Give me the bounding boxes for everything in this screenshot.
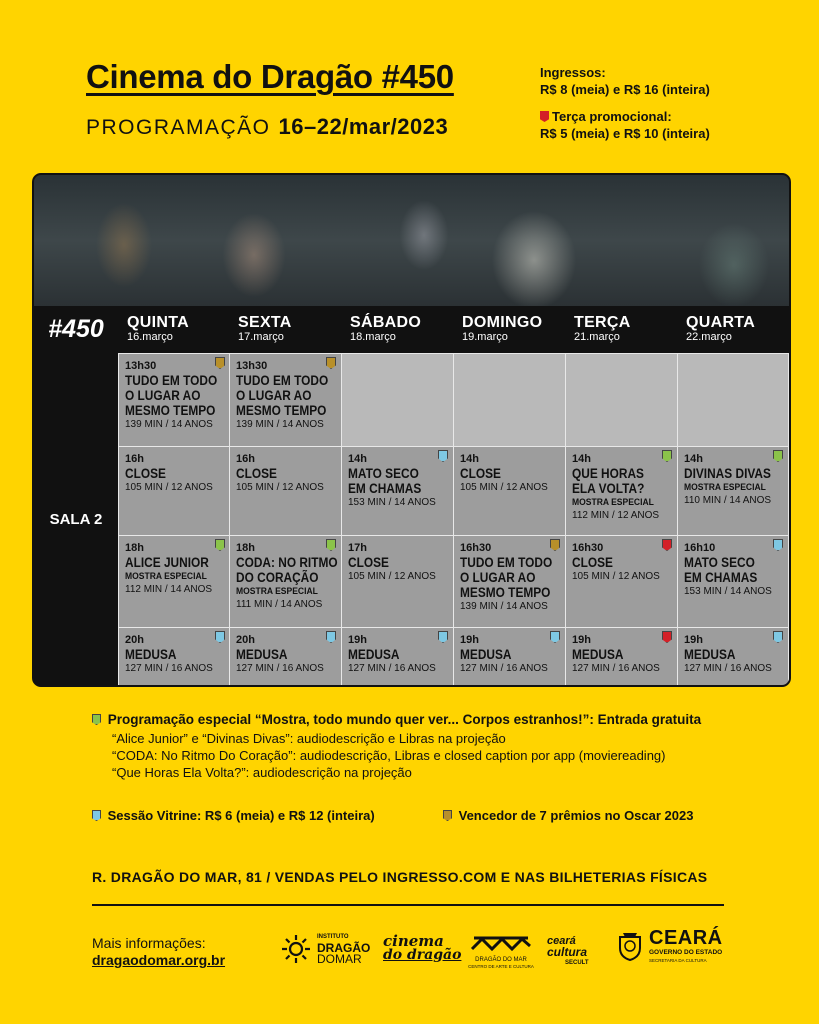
film-title: MEDUSA [348, 647, 400, 662]
film-duration: 111 MIN / 14 ANOS [236, 599, 323, 610]
coat-of-arms-icon [617, 931, 643, 961]
screening-cell [229, 446, 342, 536]
empty-cell [565, 353, 678, 447]
logo-text: cultura [547, 945, 588, 959]
screening-cell [118, 535, 231, 628]
gold-flag-icon [443, 810, 452, 821]
empty-cell [341, 353, 454, 447]
film-title: EM CHAMAS [684, 570, 758, 585]
screening-time: 18h [236, 542, 255, 554]
film-title: EM CHAMAS [348, 481, 422, 496]
screening-cell [118, 353, 231, 447]
film-duration: 127 MIN / 16 ANOS [236, 663, 324, 674]
screening-cell [341, 535, 454, 628]
screening-cell [453, 535, 566, 628]
film-title: DO CORAÇÃO [236, 570, 319, 585]
film-title: TUDO EM TODO [236, 373, 329, 388]
mostra-tag: MOSTRA ESPECIAL [125, 571, 207, 582]
film-title: TUDO EM TODO [460, 555, 553, 570]
vitrine-legend [92, 808, 375, 823]
website-link[interactable]: dragaodomar.org.br [92, 952, 226, 968]
more-info-label: Mais informações: [92, 935, 206, 951]
day-date: 19.março [462, 331, 508, 343]
oscar-text: Vencedor de 7 prêmios no Oscar 2023 [458, 808, 694, 823]
film-title: CODA: NO RITMO [236, 555, 338, 570]
screening-cell [229, 535, 342, 628]
logo-text: do dragão [383, 947, 462, 963]
film-duration: 139 MIN / 14 ANOS [125, 419, 213, 430]
film-title: CLOSE [236, 466, 277, 481]
promo-label-row [540, 108, 710, 125]
film-title: MESMO TEMPO [236, 403, 327, 418]
day-header [565, 306, 677, 353]
film-duration: 153 MIN / 14 ANOS [684, 586, 772, 597]
red-flag-icon [540, 111, 549, 122]
more-info [92, 935, 225, 969]
schedule-grid [34, 306, 789, 685]
cinema-do-dragao-logo [383, 934, 461, 962]
day-header [229, 306, 341, 353]
film-title: CLOSE [348, 555, 389, 570]
oscar-legend [443, 808, 693, 823]
film-duration: 127 MIN / 16 ANOS [684, 663, 772, 674]
film-duration: 112 MIN / 14 ANOS [125, 584, 213, 595]
empty-cell [453, 353, 566, 447]
screening-time: 14h [460, 453, 479, 465]
program-subtitle [86, 114, 448, 140]
day-header [677, 306, 789, 353]
film-duration: 105 MIN / 12 ANOS [236, 482, 324, 493]
screening-time: 20h [236, 634, 255, 646]
screening-cell [341, 446, 454, 536]
empty-cell [677, 353, 789, 447]
film-duration: 139 MIN / 14 ANOS [460, 601, 548, 612]
screening-time: 16h [125, 453, 144, 465]
screening-cell [229, 353, 342, 447]
mostra-note [92, 711, 701, 728]
logo-text: SECRETARIA DA CULTURA [649, 958, 707, 963]
divider [92, 904, 724, 906]
screening-time: 19h [460, 634, 479, 646]
edition-number: #450 [48, 315, 104, 343]
day-name: TERÇA [574, 314, 631, 331]
film-duration: 112 MIN / 12 ANOS [572, 510, 660, 521]
film-duration: 127 MIN / 16 ANOS [348, 663, 436, 674]
screening-time: 16h10 [684, 542, 716, 554]
logo-text: SECULT [565, 960, 589, 966]
screening-time: 16h30 [572, 542, 604, 554]
film-duration: 105 MIN / 12 ANOS [460, 482, 548, 493]
screening-cell [453, 446, 566, 536]
screening-time: 14h [572, 453, 591, 465]
promo-label: Terça promocional: [552, 109, 672, 124]
prices-label: Ingressos: [540, 65, 606, 80]
film-title: MEDUSA [684, 647, 736, 662]
film-title: ALICE JUNIOR [125, 555, 209, 570]
note-line: “Que Horas Ela Volta?”: audiodescrição na projeção [112, 765, 412, 780]
day-name: SÁBADO [350, 314, 422, 331]
film-title: MESMO TEMPO [125, 403, 216, 418]
film-duration: 105 MIN / 12 ANOS [348, 571, 436, 582]
note-line: “CODA: No Ritmo Do Coração”: audiodescrição, Libras e closed caption por app (moviereading) [112, 748, 666, 763]
screening-cell [677, 535, 789, 628]
screening-cell [565, 535, 678, 628]
ceara-cultura-logo [547, 936, 589, 969]
day-name: QUARTA [686, 314, 756, 331]
screening-time: 17h [348, 542, 367, 554]
movie-still-image [34, 175, 789, 306]
screening-cell [565, 627, 678, 686]
screening-cell [565, 446, 678, 536]
film-title: MEDUSA [572, 647, 624, 662]
logo-text: INSTITUTO [317, 934, 349, 940]
note-line: “Alice Junior” e “Divinas Divas”: audiodescrição e Libras na projeção [112, 731, 506, 746]
film-title: O LUGAR AO [236, 388, 312, 403]
day-name: SEXTA [238, 314, 292, 331]
program-label: PROGRAMAÇÃO [86, 116, 271, 139]
mostra-tag: MOSTRA ESPECIAL [236, 586, 318, 597]
screening-cell [453, 627, 566, 686]
prices-regular: R$ 8 (meia) e R$ 16 (inteira) [540, 82, 710, 97]
screening-time: 16h [236, 453, 255, 465]
film-title: MEDUSA [460, 647, 512, 662]
logo-text: DRAGÃO DO MAR [475, 957, 527, 963]
day-date: 18.março [350, 331, 396, 343]
governo-ceara-logo [617, 928, 723, 964]
screening-time: 19h [572, 634, 591, 646]
room-label: SALA 2 [49, 510, 103, 528]
film-title: CLOSE [125, 466, 166, 481]
film-duration: 105 MIN / 12 ANOS [572, 571, 660, 582]
logo-text: DOMAR [317, 952, 362, 966]
film-title: MESMO TEMPO [460, 585, 551, 600]
screening-cell [677, 627, 789, 686]
mostra-tag: MOSTRA ESPECIAL [684, 482, 766, 493]
film-duration: 139 MIN / 14 ANOS [236, 419, 324, 430]
screening-time: 19h [684, 634, 703, 646]
logo-text: GOVERNO DO ESTADO [649, 949, 723, 956]
screening-time: 14h [684, 453, 703, 465]
logo-text: CEARÁ [649, 927, 723, 949]
green-flag-icon [92, 714, 101, 725]
screening-cell [118, 446, 231, 536]
dragon-shape-icon [470, 934, 532, 952]
sun-icon [280, 933, 312, 965]
film-duration: 127 MIN / 16 ANOS [460, 663, 548, 674]
day-name: DOMINGO [462, 314, 543, 331]
film-title: MATO SECO [348, 466, 419, 481]
day-date: 16.março [127, 331, 173, 343]
day-header [341, 306, 453, 353]
film-title: CLOSE [460, 466, 501, 481]
film-title: DIVINAS DIVAS [684, 466, 771, 481]
blue-flag-icon [92, 810, 101, 821]
address: R. DRAGÃO DO MAR, 81 / VENDAS PELO INGRESSO.COM E NAS BILHETERIAS FÍSICAS [92, 869, 708, 885]
film-title: O LUGAR AO [460, 570, 536, 585]
screening-time: 19h [348, 634, 367, 646]
screening-time: 13h30 [125, 360, 157, 372]
film-duration: 105 MIN / 12 ANOS [125, 482, 213, 493]
film-title: ELA VOLTA? [572, 481, 645, 496]
day-date: 22.março [686, 331, 732, 343]
logo-text: cinema [383, 932, 444, 950]
program-dates: 16–22/mar/2023 [278, 114, 449, 139]
logo-text: DRAGÃO [317, 941, 371, 955]
instituto-dragao-do-mar-logo [280, 932, 370, 965]
mostra-heading: Programação especial “Mostra, todo mundo quer ver... Corpos estranhos!”: Entrada gratuita [107, 712, 702, 727]
day-header [453, 306, 565, 353]
logo-text: ceará [547, 935, 576, 947]
film-title: MEDUSA [125, 647, 177, 662]
film-title: O LUGAR AO [125, 388, 201, 403]
screening-time: 13h30 [236, 360, 268, 372]
film-duration: 127 MIN / 16 ANOS [125, 663, 213, 674]
film-title: TUDO EM TODO [125, 373, 218, 388]
film-title: MATO SECO [684, 555, 755, 570]
day-date: 17.março [238, 331, 284, 343]
notes [92, 711, 701, 781]
film-duration: 153 MIN / 14 ANOS [348, 497, 436, 508]
day-header [118, 306, 230, 353]
screening-cell [118, 627, 231, 686]
schedule-table [32, 173, 791, 687]
centro-dragao-do-mar-logo [468, 934, 534, 970]
day-name: QUINTA [127, 314, 189, 331]
vitrine-text: Sessão Vitrine: R$ 6 (meia) e R$ 12 (inteira) [107, 808, 375, 823]
screening-cell [229, 627, 342, 686]
ticket-prices [540, 64, 710, 142]
film-title: MEDUSA [236, 647, 288, 662]
page-title: Cinema do Dragão #450 [86, 58, 454, 95]
film-title: QUE HORAS [572, 466, 644, 481]
screening-cell [341, 627, 454, 686]
screening-time: 18h [125, 542, 144, 554]
screening-time: 20h [125, 634, 144, 646]
logo-text: CENTRO DE ARTE E CULTURA [468, 964, 534, 969]
mostra-tag: MOSTRA ESPECIAL [572, 497, 654, 508]
screening-time: 16h30 [460, 542, 492, 554]
screening-cell [677, 446, 789, 536]
day-date: 21.março [574, 331, 620, 343]
film-duration: 127 MIN / 16 ANOS [572, 663, 660, 674]
film-title: CLOSE [572, 555, 613, 570]
film-duration: 110 MIN / 14 ANOS [684, 495, 772, 506]
screening-time: 14h [348, 453, 367, 465]
prices-promo: R$ 5 (meia) e R$ 10 (inteira) [540, 126, 710, 141]
